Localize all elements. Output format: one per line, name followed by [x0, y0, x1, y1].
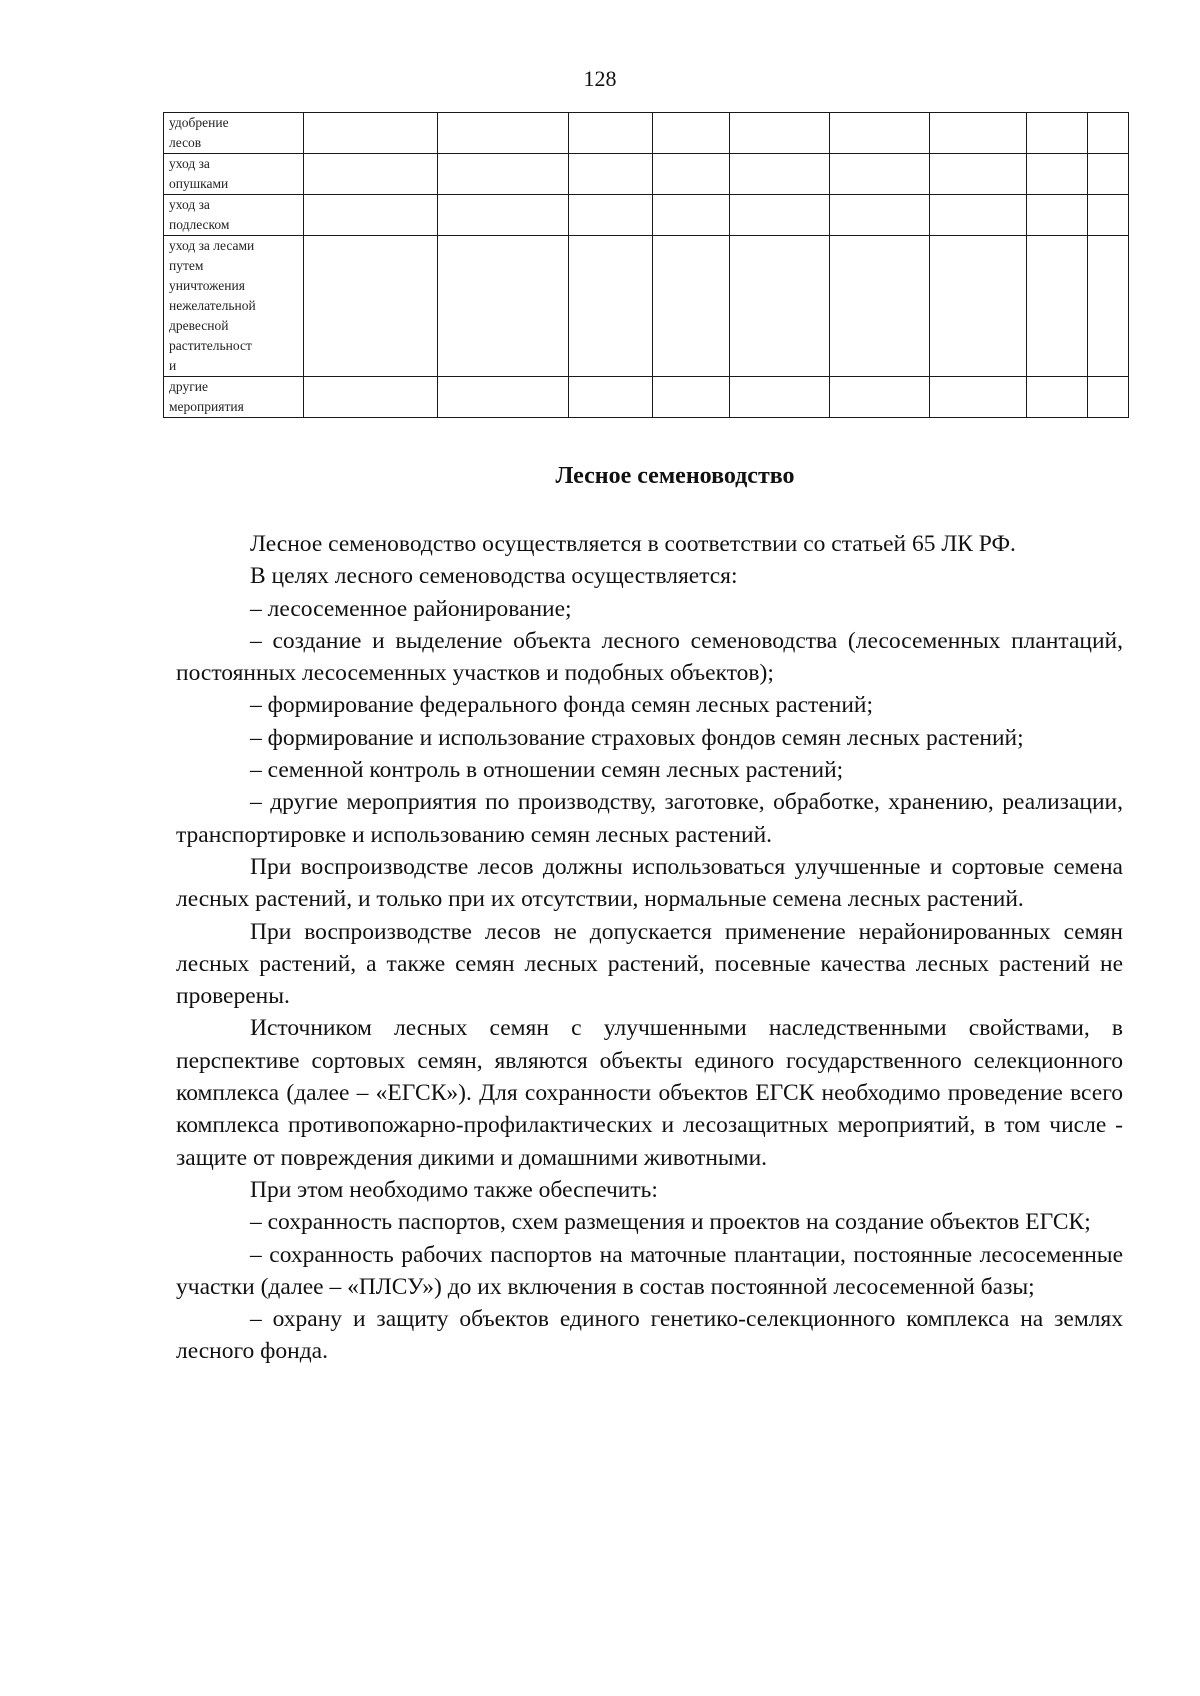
table-cell [730, 113, 830, 154]
table-cell [830, 377, 930, 418]
paragraph: При воспроизводстве лесов не допускается применение нерайонированных семян лесных растений, а также семян лесных растений, посевные качества лесных растений не проверены. [176, 918, 1123, 1010]
row-label: уход за опушками [164, 154, 304, 195]
table-cell [1027, 377, 1088, 418]
table-row [164, 377, 1129, 418]
table-cell [730, 195, 830, 236]
table-cell [438, 195, 569, 236]
table-cell [730, 377, 830, 418]
list-item: – лесосеменное районирование; [250, 595, 572, 622]
table-cell [1088, 113, 1129, 154]
table-cell [1027, 236, 1088, 377]
row-label: уход за подлеском [164, 195, 304, 236]
table-cell [1027, 154, 1088, 195]
row-label: удобрение лесов [164, 113, 304, 154]
table-cell [569, 154, 653, 195]
section-heading: Лесное семеноводство [555, 463, 795, 489]
table-cell [653, 195, 730, 236]
table-row [164, 154, 1129, 195]
row-label: уход за лесами путем уничтожения нежелательной древесной растительност и [164, 236, 304, 377]
table-cell [1088, 236, 1129, 377]
table-row [164, 195, 1129, 236]
paragraph: Лесное семеноводство осуществляется в соответствии со статьей 65 ЛК РФ. [250, 531, 1016, 557]
table-cell [930, 236, 1027, 377]
table-cell [1088, 195, 1129, 236]
list-item: – охрану и защиту объектов единого генетико-селекционного комплекса на землях лесного фонда. [176, 1306, 1123, 1365]
table-cell [438, 154, 569, 195]
table-cell [930, 154, 1027, 195]
table-cell [653, 154, 730, 195]
table-row [164, 113, 1129, 154]
table-cell [930, 195, 1027, 236]
list-item: – создание и выделение объекта лесного семеноводства (лесосеменных плантаций, постоянных лесосеменных участков и подобных объектов); [176, 627, 1123, 687]
list-item: – формирование федерального фонда семян лесных растений; [250, 692, 874, 719]
list-item: – семенной контроль в отношении семян лесных растений; [250, 757, 844, 784]
table-cell [1027, 113, 1088, 154]
table-cell [930, 377, 1027, 418]
table-cell [438, 113, 569, 154]
table-cell [830, 236, 930, 377]
table-cell [830, 154, 930, 195]
paragraph: Источником лесных семян с улучшенными наследственными свойствами, в перспективе сортовых семян, являются объекты единого государственного селекционного комплекса (далее – «ЕГСК»). Для сохранности объектов ЕГСК необходимо проведение всего комплекса противопожарно-профилактических и лесозащитных мероприятий, в том числе - защите от повреждения дикими и домашними животными. [176, 1015, 1123, 1171]
table-cell [653, 113, 730, 154]
list-item: – сохранность паспортов, схем размещения и проектов на создание объектов ЕГСК; [250, 1209, 1091, 1236]
table-cell [569, 236, 653, 377]
table-row [164, 236, 1129, 377]
forest-measures-table [163, 112, 1129, 418]
table-cell [730, 154, 830, 195]
list-item: – сохранность рабочих паспортов на маточные плантации, постоянные лесосеменные участки (далее – «ПЛСУ») до их включения в состав постоянной лесосеменной базы; [176, 1241, 1123, 1300]
table-cell [569, 113, 653, 154]
page-number: 128 [583, 66, 617, 91]
table-cell [304, 113, 438, 154]
table-cell [653, 377, 730, 418]
list-item: – формирование и использование страховых фондов семян лесных растений; [250, 724, 1024, 751]
row-label: другие мероприятия [164, 377, 304, 418]
paragraph: При воспроизводстве лесов должны использоваться улучшенные и сортовые семена лесных растений, и только при их отсутствии, нормальные семена лесных растений. [176, 853, 1123, 913]
table-cell [569, 195, 653, 236]
table-cell [304, 154, 438, 195]
table-cell [304, 236, 438, 377]
table-cell [1088, 377, 1129, 418]
table-cell [569, 377, 653, 418]
table-cell [438, 236, 569, 377]
table-cell [653, 236, 730, 377]
table-cell [1027, 195, 1088, 236]
table-body [164, 113, 1129, 418]
list-item: – другие мероприятия по производству, заготовке, обработке, хранению, реализации, транспортировке и использованию семян лесных растений. [176, 789, 1123, 848]
section-body [176, 528, 1123, 1368]
table-cell [304, 377, 438, 418]
table-cell [830, 113, 930, 154]
table-cell [830, 195, 930, 236]
paragraph: При этом необходимо также обеспечить: [250, 1176, 658, 1203]
paragraph: В целях лесного семеноводства осуществляется: [250, 563, 738, 590]
table-cell [304, 195, 438, 236]
table-cell [1088, 154, 1129, 195]
table-cell [438, 377, 569, 418]
table-cell [730, 236, 830, 377]
table-cell [930, 113, 1027, 154]
